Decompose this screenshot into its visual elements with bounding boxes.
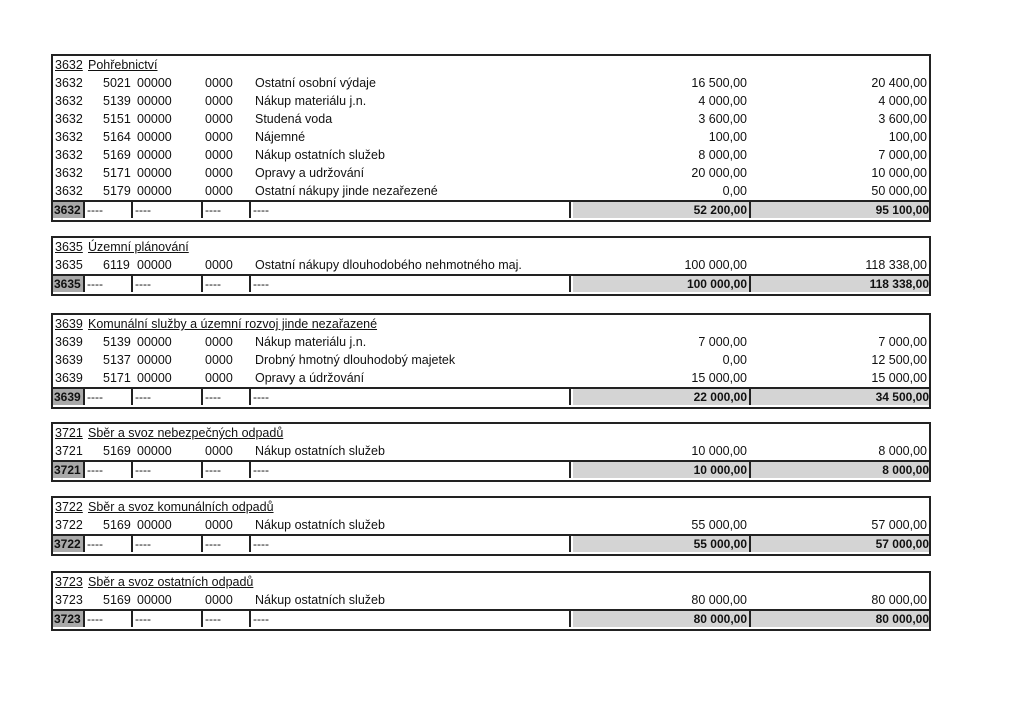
section-name: Územní plánování [88,240,189,254]
budget-section-3639 [51,313,931,409]
unit-code: 0000 [205,335,233,349]
budget-row [53,351,929,369]
section-total-row [53,200,929,220]
item-description: Ostatní nákupy jinde nezařezené [255,184,438,198]
section-code: 3639 [55,317,83,331]
item-code: 5169 [103,593,131,607]
total-amount-second: 118 338,00 [751,276,929,292]
section-code: 3721 [55,426,83,440]
item-code: 5139 [103,94,131,108]
org-code: 00000 [137,112,172,126]
section-title [53,238,929,256]
item-description: Ostatní nákupy dlouhodobého nehmotného maj. [255,258,522,272]
section-title [53,498,929,516]
budget-row [53,110,929,128]
budget-row [53,256,929,274]
total-amount-first: 100 000,00 [573,276,751,292]
budget-row [53,146,929,164]
amount-first: 16 500,00 [691,76,747,90]
amount-second: 3 600,00 [878,112,927,126]
paragraph-code: 3639 [55,353,83,367]
amount-second: 80 000,00 [871,593,927,607]
org-code: 00000 [137,94,172,108]
total-dash: ---- [203,611,251,627]
total-code: 3723 [53,611,85,627]
total-dash: ---- [251,611,571,627]
amount-second: 4 000,00 [878,94,927,108]
item-code: 5164 [103,130,131,144]
amount-second: 57 000,00 [871,518,927,532]
org-code: 00000 [137,353,172,367]
amount-second: 7 000,00 [878,335,927,349]
org-code: 00000 [137,518,172,532]
total-amount-first: 22 000,00 [573,389,751,405]
org-code: 00000 [137,371,172,385]
unit-code: 0000 [205,444,233,458]
amount-first: 0,00 [722,184,747,198]
paragraph-code: 3632 [55,112,83,126]
total-code: 3722 [53,536,85,552]
item-code: 5169 [103,518,131,532]
amount-first: 15 000,00 [691,371,747,385]
total-dash: ---- [251,389,571,405]
unit-code: 0000 [205,112,233,126]
unit-code: 0000 [205,148,233,162]
amount-first: 100 000,00 [684,258,747,272]
section-total-row [53,387,929,407]
unit-code: 0000 [205,184,233,198]
item-code: 5169 [103,148,131,162]
paragraph-code: 3632 [55,94,83,108]
org-code: 00000 [137,258,172,272]
section-title [53,315,929,333]
amount-first: 10 000,00 [691,444,747,458]
unit-code: 0000 [205,258,233,272]
amount-first: 0,00 [722,353,747,367]
paragraph-code: 3632 [55,166,83,180]
paragraph-code: 3635 [55,258,83,272]
total-dash: ---- [203,276,251,292]
budget-row [53,333,929,351]
item-code: 5169 [103,444,131,458]
amount-second: 10 000,00 [871,166,927,180]
section-title [53,424,929,442]
budget-row [53,74,929,92]
section-code: 3722 [55,500,83,514]
total-dash: ---- [133,276,203,292]
amount-second: 15 000,00 [871,371,927,385]
item-code: 5137 [103,353,131,367]
unit-code: 0000 [205,353,233,367]
total-dash: ---- [203,389,251,405]
item-description: Nákup materiálu j.n. [255,335,367,349]
budget-section-3632 [51,54,931,222]
total-amount-first: 80 000,00 [573,611,751,627]
section-code: 3635 [55,240,83,254]
total-code: 3632 [53,202,85,218]
amount-second: 50 000,00 [871,184,927,198]
unit-code: 0000 [205,94,233,108]
item-description: Opravy a udržování [255,166,365,180]
amount-second: 20 400,00 [871,76,927,90]
unit-code: 0000 [205,76,233,90]
budget-row [53,591,929,609]
amount-first: 4 000,00 [698,94,747,108]
total-dash: ---- [251,536,571,552]
paragraph-code: 3632 [55,184,83,198]
unit-code: 0000 [205,371,233,385]
total-dash: ---- [85,462,133,478]
section-total-row [53,460,929,480]
org-code: 00000 [137,130,172,144]
total-amount-second: 34 500,00 [751,389,929,405]
total-amount-second: 95 100,00 [751,202,929,218]
total-dash: ---- [133,389,203,405]
total-amount-first: 55 000,00 [573,536,751,552]
budget-row [53,182,929,200]
budget-row [53,516,929,534]
total-dash: ---- [85,536,133,552]
total-code: 3635 [53,276,85,292]
item-code: 5139 [103,335,131,349]
budget-row [53,442,929,460]
item-description: Opravy a údržování [255,371,365,385]
item-description: Nákup ostatních služeb [255,444,385,458]
paragraph-code: 3639 [55,335,83,349]
amount-second: 8 000,00 [878,444,927,458]
paragraph-code: 3632 [55,148,83,162]
paragraph-code: 3722 [55,518,83,532]
item-description: Nákup ostatních služeb [255,148,385,162]
budget-section-3722 [51,496,931,556]
org-code: 00000 [137,148,172,162]
item-description: Nákup materiálu j.n. [255,94,367,108]
total-dash: ---- [251,202,571,218]
amount-first: 100,00 [708,130,747,144]
section-name: Sběr a svoz nebezpečných odpadů [88,426,284,440]
item-code: 6119 [103,258,130,272]
total-dash: ---- [251,276,571,292]
item-code: 5171 [103,371,131,385]
paragraph-code: 3723 [55,593,83,607]
paragraph-code: 3632 [55,76,83,90]
item-description: Drobný hmotný dlouhodobý majetek [255,353,456,367]
amount-first: 55 000,00 [691,518,747,532]
total-amount-first: 10 000,00 [573,462,751,478]
amount-first: 3 600,00 [698,112,747,126]
budget-row [53,164,929,182]
section-title [53,573,929,591]
org-code: 00000 [137,593,172,607]
paragraph-code: 3639 [55,371,83,385]
budget-row [53,128,929,146]
amount-first: 80 000,00 [691,593,747,607]
total-dash: ---- [85,611,133,627]
total-dash: ---- [133,536,203,552]
budget-row [53,92,929,110]
total-dash: ---- [85,389,133,405]
unit-code: 0000 [205,518,233,532]
amount-first: 20 000,00 [691,166,747,180]
section-name: Pohřebnictví [88,58,158,72]
org-code: 00000 [137,335,172,349]
total-dash: ---- [251,462,571,478]
total-amount-second: 8 000,00 [751,462,929,478]
budget-section-3721 [51,422,931,482]
org-code: 00000 [137,184,172,198]
total-amount-second: 80 000,00 [751,611,929,627]
section-name: Komunální služby a územní rozvoj jinde nezařazené [88,317,378,331]
section-code: 3632 [55,58,83,72]
amount-first: 7 000,00 [698,335,747,349]
item-description: Studená voda [255,112,333,126]
unit-code: 0000 [205,130,233,144]
budget-section-3635 [51,236,931,296]
total-dash: ---- [203,536,251,552]
item-description: Ostatní osobní výdaje [255,76,376,90]
total-dash: ---- [85,276,133,292]
total-dash: ---- [85,202,133,218]
org-code: 00000 [137,444,172,458]
item-code: 5171 [103,166,131,180]
org-code: 00000 [137,166,172,180]
total-amount-first: 52 200,00 [573,202,751,218]
item-code: 5151 [103,112,131,126]
section-name: Sběr a svoz komunálních odpadů [88,500,274,514]
item-description: Nákup ostatních služeb [255,593,385,607]
amount-second: 7 000,00 [878,148,927,162]
item-code: 5179 [103,184,131,198]
paragraph-code: 3721 [55,444,83,458]
budget-row [53,369,929,387]
org-code: 00000 [137,76,172,90]
total-amount-second: 57 000,00 [751,536,929,552]
unit-code: 0000 [205,593,233,607]
section-total-row [53,534,929,554]
total-code: 3721 [53,462,85,478]
item-description: Nákup ostatních služeb [255,518,385,532]
total-dash: ---- [133,611,203,627]
section-title [53,56,929,74]
total-dash: ---- [133,202,203,218]
total-dash: ---- [133,462,203,478]
section-name: Sběr a svoz ostatních odpadů [88,575,254,589]
section-total-row [53,274,929,294]
total-dash: ---- [203,462,251,478]
item-code: 5021 [103,76,131,90]
budget-section-3723 [51,571,931,631]
amount-first: 8 000,00 [698,148,747,162]
amount-second: 118 338,00 [865,258,927,272]
amount-second: 100,00 [888,130,927,144]
paragraph-code: 3632 [55,130,83,144]
unit-code: 0000 [205,166,233,180]
item-description: Nájemné [255,130,306,144]
section-total-row [53,609,929,629]
total-code: 3639 [53,389,85,405]
total-dash: ---- [203,202,251,218]
amount-second: 12 500,00 [871,353,927,367]
section-code: 3723 [55,575,83,589]
